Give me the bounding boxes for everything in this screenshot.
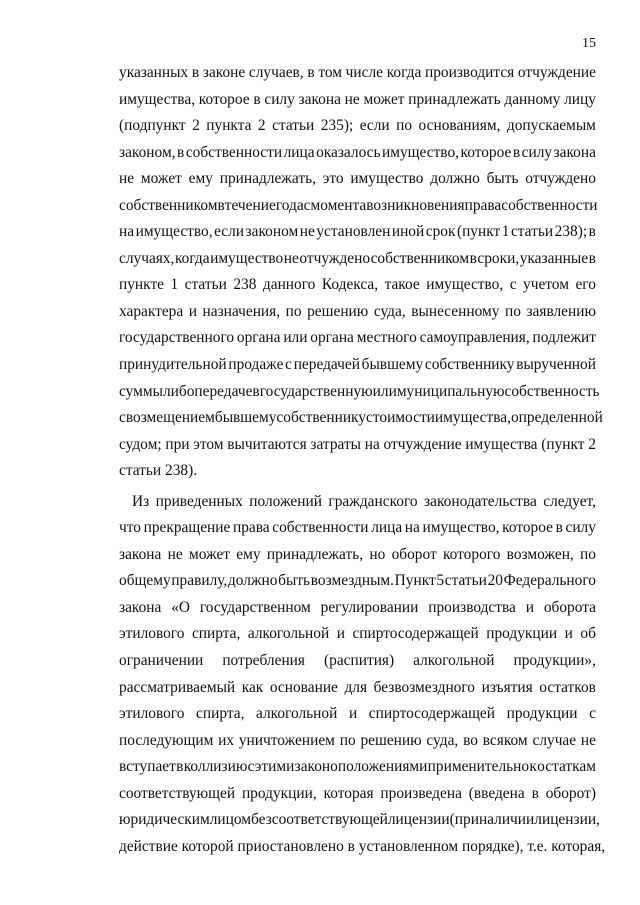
text-line: пункте 1 статьи 238 данного Кодекса, такое имущество, с учетом его — [119, 276, 596, 294]
page-number: 15 — [582, 36, 596, 51]
text-line: принудительной продаже с передачей бывшему собственнику вырученной — [119, 356, 596, 374]
text-line: указанных в законе случаев, в том числе когда производится отчуждение — [119, 64, 596, 81]
text-line: ограничении потребления (распития) алкогольной продукции», — [119, 652, 596, 670]
text-line: судом; при этом вычитаются затраты на отчуждение имущества (пункт 2 — [119, 435, 596, 453]
text-line: (подпункт 2 пункта 2 статьи 235); если по основаниям, допускаемым — [119, 117, 596, 135]
text-line: не может ему принадлежать, это имущество должно быть отчуждено — [119, 170, 596, 188]
text-line: соответствующей продукции, которая произведена (введена в оборот) — [119, 784, 596, 802]
text-line: рассматриваемый как основание для безвозмездного изъятия остатков — [119, 678, 596, 696]
text-line: вступает в коллизию с этими законоположениями применительно к остаткам — [119, 758, 596, 776]
text-line: закона не может ему принадлежать, но оборот которого возможен, по — [119, 545, 596, 563]
body-text — [119, 60, 606, 860]
text-line: общему правилу, должно быть возмездным. Пункт 5 статьи 20 Федерального — [119, 572, 596, 590]
text-line: характера и назначения, по решению суда, вынесенному по заявлению — [119, 302, 596, 320]
text-line: суммы либо передаче в государственную или муниципальную собственность — [119, 382, 600, 400]
text-line: Из приведенных положений гражданского законодательства следует, — [132, 492, 596, 510]
text-line: юридическим лицом без соответствующей лицензии (при наличии лицензии, — [119, 811, 600, 829]
text-line: этилового спирта, алкогольной и спиртосодержащей продукции с — [119, 705, 596, 723]
text-line: закона «О государственном регулировании производства и оборота — [119, 598, 596, 616]
text-line: этилового спирта, алкогольной и спиртосодержащей продукции и об — [119, 625, 596, 643]
text-line: с возмещением бывшему собственнику стоимости имущества, определенной — [119, 409, 603, 427]
text-line: случаях, когда имущество не отчуждено собственником в сроки, указанные в — [119, 249, 596, 267]
text-line: последующим их уничтожением по решению суда, во всяком случае не — [119, 731, 596, 749]
text-line: действие которой приостановлено в установленном порядке), т.е. которая, — [119, 837, 606, 855]
text-line: имущества, которое в силу закона не может принадлежать данному лицу — [119, 90, 596, 108]
text-line: законом, в собственности лица оказалось имущество, которое в силу закона — [119, 143, 596, 161]
text-line: статьи 238). — [119, 462, 198, 480]
text-line: на имущество, если законом не установлен иной срок (пункт 1 статьи 238); в — [119, 223, 596, 241]
paragraph — [119, 489, 606, 861]
text-line: что прекращение права собственности лица на имущество, которое в силу — [119, 519, 596, 537]
text-line: собственником в течение года с момента возникновения права собственности — [119, 196, 598, 214]
text-line: государственного органа или органа местного самоуправления, подлежит — [119, 329, 596, 347]
paragraph — [119, 60, 603, 485]
